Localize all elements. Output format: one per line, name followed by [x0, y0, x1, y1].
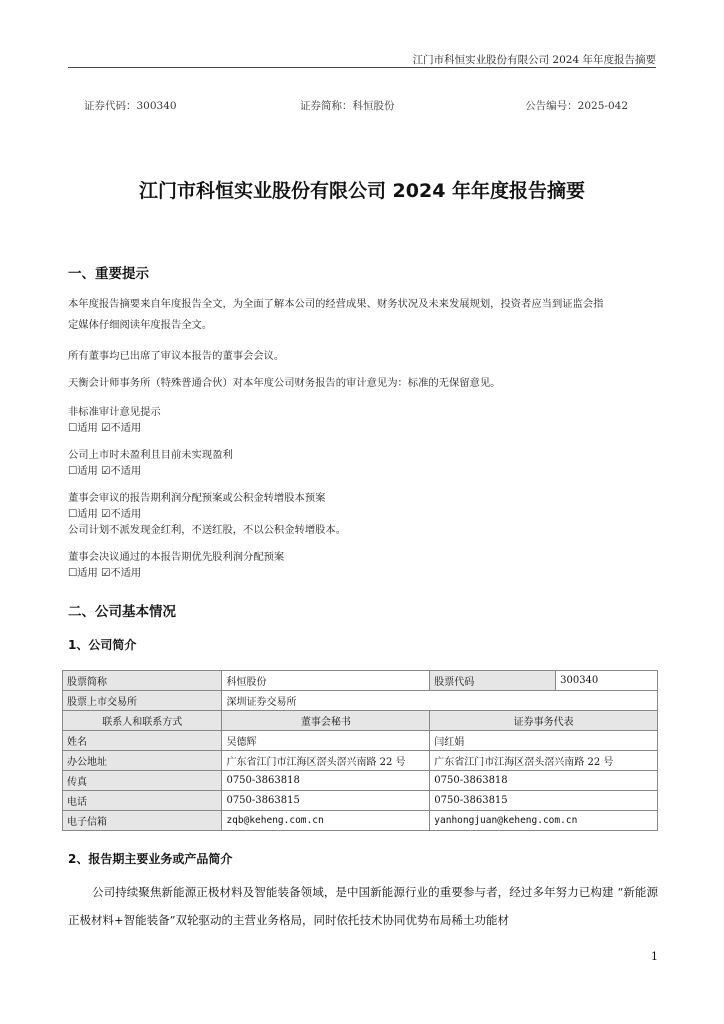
secretary-header: 董事会秘书: [222, 711, 430, 731]
company-profile-table: [62, 670, 658, 831]
document-title: 江门市科恒实业股份有限公司 2024 年年度报告摘要: [138, 180, 586, 202]
secretary-value: 吴德辉: [222, 731, 430, 751]
stock-code-label: 股票代码: [430, 671, 556, 691]
item-title: 董事会决议通过的本报告期优先股利润分配预案: [68, 551, 285, 563]
row-label: 电话: [63, 791, 222, 811]
applicability-check: ☐适用 ☑不适用: [68, 508, 142, 520]
security-short-name: 证券简称：科恒股份: [300, 100, 395, 112]
secretary-value: 广东省江门市江海区滘头滘兴南路 22 号: [222, 751, 430, 771]
row-label: 电子信箱: [63, 811, 222, 831]
rep-email[interactable]: yanhongjuan@keheng.com.cn: [430, 811, 658, 831]
item-title: 董事会审议的报告期利润分配预案或公积金转增股本预案: [68, 492, 326, 504]
table-row: [63, 731, 658, 751]
rep-value: 0750-3863818: [430, 771, 658, 791]
notice-number: 公告编号：2025-042: [525, 100, 628, 112]
table-row: [63, 711, 658, 731]
table-row: [63, 751, 658, 771]
page-number: 1: [651, 950, 658, 963]
secretary-value: 0750-3863818: [222, 771, 430, 791]
distribution-note: 公司计划不派发现金红利，不送红股，不以公积金转增股本。: [68, 524, 347, 536]
summary-line-1: 本年度报告摘要来自年度报告全文，为全面了解本公司的经营成果、财务状况及未来发展规划，投资者应当到证监会指: [68, 298, 604, 310]
rep-value: 广东省江门市江海区滘头滘兴南路 22 号: [430, 751, 658, 771]
rep-header: 证券事务代表: [430, 711, 658, 731]
section-heading-important: 一、重要提示: [68, 266, 149, 282]
stock-name-label: 股票简称: [63, 671, 222, 691]
table-row: [63, 671, 658, 691]
applicability-check: ☐适用 ☑不适用: [68, 567, 142, 579]
section-heading-basic-info: 二、公司基本情况: [68, 604, 176, 620]
header-divider: [68, 67, 656, 68]
stock-code-value: 300340: [556, 671, 658, 691]
secretary-email[interactable]: zqb@keheng.com.cn: [222, 811, 430, 831]
secretary-value: 0750-3863815: [222, 791, 430, 811]
subsection-main-business: 2、报告期主要业务或产品简介: [68, 852, 233, 866]
summary-line-2: 定媒体仔细阅读年度报告全文。: [68, 319, 213, 331]
contact-header: 联系人和联系方式: [63, 711, 222, 731]
row-label: 姓名: [63, 731, 222, 751]
item-title: 非标准审计意见提示: [68, 406, 161, 418]
applicability-check: ☐适用 ☑不适用: [68, 465, 142, 477]
table-row: [63, 691, 658, 711]
exchange-label: 股票上市交易所: [63, 691, 222, 711]
security-code: 证券代码：300340: [84, 100, 177, 112]
exchange-value: 深圳证券交易所: [222, 691, 658, 711]
item-unprofitable: [68, 447, 658, 479]
row-label: 传真: [63, 771, 222, 791]
table-row: [63, 771, 658, 791]
rep-value: 0750-3863815: [430, 791, 658, 811]
subsection-company-profile: 1、公司简介: [68, 638, 137, 652]
item-title: 公司上市时未盈利且目前未实现盈利: [68, 449, 233, 461]
item-profit-distribution: [68, 490, 658, 538]
table-row: [63, 811, 658, 831]
table-row: [63, 791, 658, 811]
audit-opinion-text: 天衡会计师事务所（特殊普通合伙）对本年度公司财务报告的审计意见为：标准的无保留意见。: [68, 377, 501, 389]
business-paragraph: 公司持续聚焦新能源正极材料及智能装备领域，是中国新能源行业的重要参与者，经过多年努力已构建 “新能源正极材料+智能装备”双轮驱动的主营业务格局，同时依托技术协同优势布局稀土功能材: [68, 885, 658, 927]
summary-paragraph: [68, 294, 658, 336]
rep-value: 闫红娟: [430, 731, 658, 751]
row-label: 办公地址: [63, 751, 222, 771]
stock-name-value: 科恒股份: [222, 671, 430, 691]
applicability-check: ☐适用 ☑不适用: [68, 422, 142, 434]
item-preferred-stock: [68, 549, 658, 581]
board-attendance-text: 所有董事均已出席了审议本报告的董事会会议。: [68, 350, 285, 362]
item-nonstandard-audit: [68, 404, 658, 436]
running-header: 江门市科恒实业股份有限公司 2024 年年度报告摘要: [412, 54, 656, 66]
